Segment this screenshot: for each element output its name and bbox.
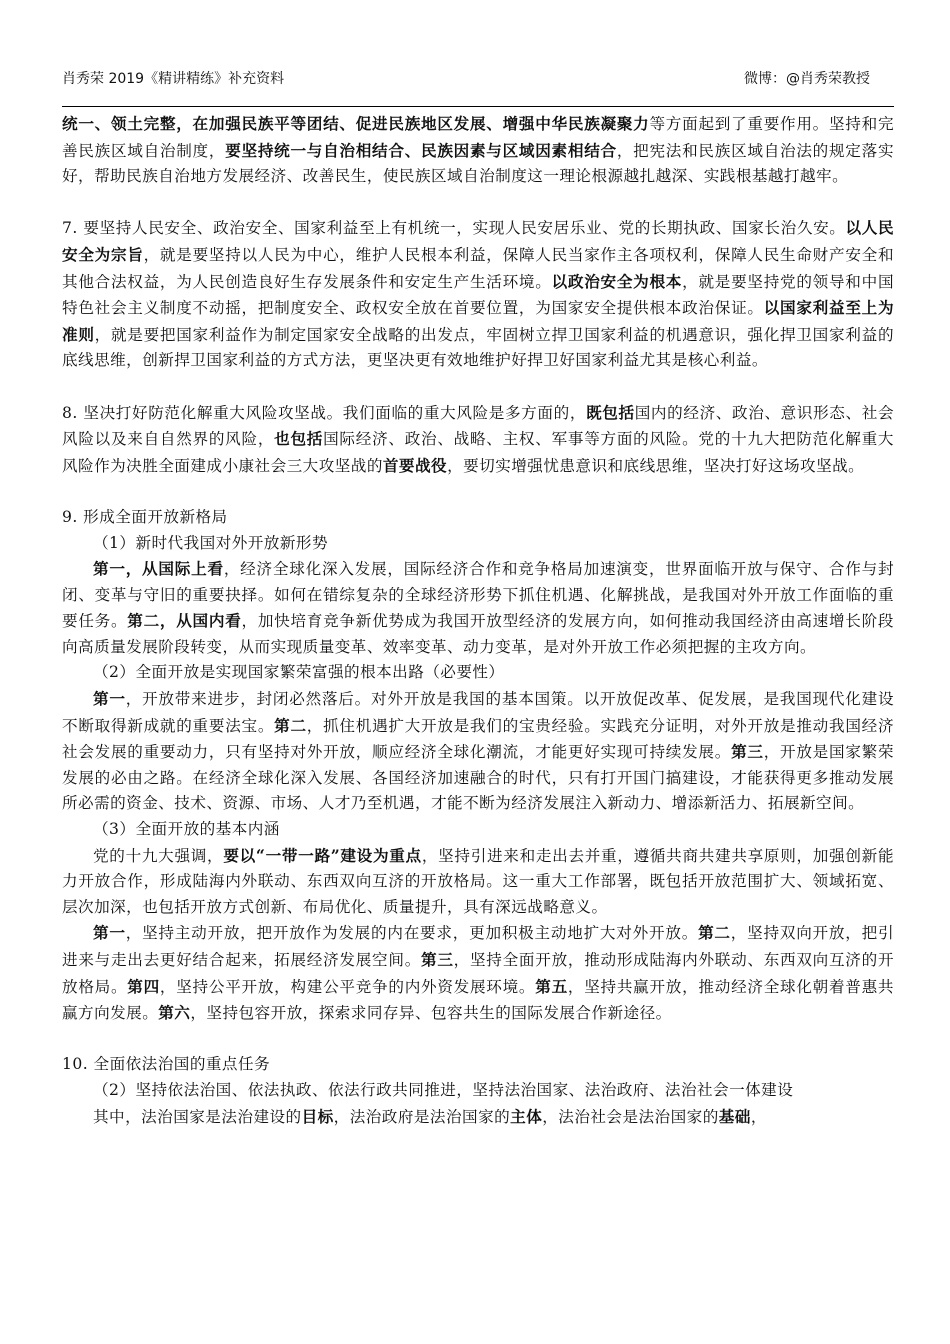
- text: ，就是要坚持以人民为中心，维护人民根本利益，保障人民当家作主各项权利，保障人民生命财产安全和其他合法权益，为人民创造良好生存发展条件和安定生产生活环境。: [62, 245, 894, 291]
- text: ，坚持全面开放，推动形成陆海内外联动、东西双向互济的开放格局。: [62, 951, 894, 996]
- bold-text: 要以“一带一路”建设为重点: [223, 845, 422, 865]
- text: 国际经济、政治、战略、主权、军事等方面的风险。党的十九大把防范化解重大风险作为决胜全面建成小康社会三大攻坚战的: [62, 430, 894, 475]
- subsection-9-2-body: [62, 686, 894, 817]
- bold-text: 第二: [274, 715, 307, 735]
- text: ，开放是国家繁荣发展的必由之路。在经济全球化深入发展、各国经济加速融合的时代，只有打开国门搞建设，才能获得更多推动发展所必需的资金、技术、资源、市场、人才乃至机遇，才能不断为经济发展注入新动力、增添新活力、拓展新空间。: [62, 743, 894, 813]
- header-divider: [62, 106, 894, 107]
- bold-text: 第五: [535, 976, 568, 996]
- bold-text: 以人民安全为宗旨: [62, 218, 894, 264]
- text: ，加快培育竞争新优势成为我国开放型经济的发展方向，如何推动我国经济由高速增长阶段向高质量发展阶段转变，从而实现质量变革、效率变革、动力变革，是对外开放工作必须把握的主攻方向。: [62, 612, 894, 656]
- text: 国内的经济、政治、意识形态、社会风险以及来自自然界的风险，: [62, 403, 895, 449]
- text: ，坚持双向开放，把引进来与走出去更好结合起来，拓展经济发展空间。: [62, 924, 894, 969]
- text: 7. 要坚持人民安全、政治安全、国家利益至上有机统一，实现人民安居乐业、党的长期执政、国家长治久安。: [62, 219, 846, 238]
- subsection-10-2-title: （2）坚持依法治国、依法执政、依法行政共同推进，坚持法治国家、法治政府、法治社会一体建设: [93, 1080, 794, 1099]
- subsection-9-3-list: [62, 920, 894, 1026]
- bold-text: 以政治安全为根本: [551, 271, 683, 291]
- header-right-weibo: 微博：@肖秀荣教授: [744, 71, 870, 87]
- document-body: [62, 111, 894, 1130]
- bold-text: 第一: [93, 689, 126, 709]
- text: ，要切实增强忧患意识和底线思维，坚决打好这场攻坚战。: [447, 456, 865, 475]
- section-10-title: 10. 全面依法治国的重点任务: [62, 1055, 271, 1074]
- header-left-title: 肖秀荣 2019《精讲精练》补充资料: [62, 71, 285, 87]
- subsection-9-3-body: [62, 843, 894, 921]
- text: ，坚持包容开放，探索求同存异、包容共生的国际发展合作新途径。: [190, 1004, 672, 1023]
- bold-text: 基础: [718, 1106, 751, 1126]
- subsection-9-1-title: （1）新时代我国对外开放新形势: [93, 533, 328, 552]
- bold-text: 首要战役: [382, 455, 448, 475]
- text: ，就是要坚持党的领导和中国特色社会主义制度不动摇，把制度安全、政权安全放在首要位置，为国家安全提供根本政治保证。: [62, 272, 894, 318]
- bold-text: 目标: [301, 1106, 334, 1126]
- bold-text: 以国家利益至上为准则: [62, 298, 894, 344]
- subsection-9-1-body: [62, 556, 894, 660]
- bold-text: 第三: [421, 950, 454, 969]
- paragraph-8: [62, 400, 894, 480]
- page-header: [62, 68, 892, 94]
- text: ，经济全球化深入发展，国际经济合作和竞争格局加速演变，世界面临开放与保守、合作与封闭、变革与守旧的重要抉择。如何在错综复杂的全球经济形势下抓住机遇、化解挑战，是我国对外开放工作面临的重要任务。: [62, 560, 894, 631]
- bold-text: 主体: [510, 1106, 543, 1126]
- text: ，坚持主动开放，把开放作为发展的内在要求，更加积极主动地扩大对外开放。: [125, 924, 699, 943]
- text: ，坚持共赢开放，推动经济全球化朝着普惠共赢方向发展。: [62, 977, 894, 1023]
- subsection-9-2-title: （2）全面开放是实现国家繁荣富强的根本出路（必要性）: [93, 663, 505, 682]
- bold-text: 第六: [158, 1003, 191, 1023]
- text: ，就是要把国家利益作为制定国家安全战略的出发点，牢固树立捍卫国家利益的机遇意识，强化捍卫国家利益的底线思维，创新捍卫国家利益的方式方法，更坚决更有效地维护好捍卫好国家利益尤其是核心利益。: [62, 325, 894, 370]
- text: ，坚持公平开放，构建公平竞争的内外资发展环境。: [159, 977, 536, 996]
- text: ，法治社会是法治国家的: [542, 1107, 719, 1126]
- text: 8. 坚决打好防范化解重大风险攻坚战。我们面临的重大风险是多方面的，: [62, 403, 587, 422]
- subsection-10-2-body: [62, 1104, 894, 1131]
- text: 等方面起到了重要作用。坚持和完善民族区域自治制度，: [62, 115, 894, 160]
- subsection-9-3-title: （3）全面开放的基本内涵: [93, 820, 280, 839]
- bold-text: 第一，从国际上看: [93, 559, 224, 579]
- text: ，抓住机遇扩大开放是我们的宝贵经验。实践充分证明，对外开放是推动我国经济社会发展的重要动力，只有坚持对外开放，顺应经济全球化潮流，才能更好实现可持续发展。: [62, 716, 894, 762]
- text: ，把宪法和民族区域自治法的规定落实好，帮助民族自治地方发展经济、改善民生，使民族区域自治制度这一理论根源越扎越深、实践根基越打越牢。: [62, 141, 894, 186]
- text: 其中，法治国家是法治建设的: [93, 1107, 302, 1126]
- paragraph-6-continuation: [62, 111, 894, 190]
- bold-text: 第四: [127, 976, 160, 996]
- paragraph-7: [62, 215, 894, 374]
- bold-text: 统一、领土完整，在加强民族平等团结、促进民族地区发展、增强中华民族凝聚力: [62, 114, 650, 133]
- text: ，坚持引进来和走出去并重，遵循共商共建共享原则，加强创新能力开放合作，形成陆海内外联动、东西双向互济的开放格局。这一重大工作部署，既包括开放范围扩大、领域拓宽、层次加深，也包括开放方式创新、布局优化、质量提升，具有深远战略意义。: [62, 846, 894, 916]
- bold-text: 第二，从国内看: [127, 611, 242, 631]
- bold-text: 第二: [698, 923, 731, 943]
- text: ，: [750, 1107, 767, 1126]
- bold-text: 也包括: [274, 429, 324, 449]
- bold-text: 要坚持统一与自治相结合、民族因素与区域因素相结合: [225, 140, 617, 160]
- bold-text: 第三: [731, 742, 764, 762]
- bold-text: 第一: [93, 923, 126, 943]
- section-9-title: 9. 形成全面开放新格局: [62, 507, 228, 526]
- text: ，法治政府是法治国家的: [333, 1107, 511, 1126]
- text: 党的十九大强调，: [93, 846, 224, 865]
- bold-text: 既包括: [586, 402, 635, 422]
- text: ，开放带来进步，封闭必然落后。对外开放是我国的基本国策。以开放促改革、促发展，是我国现代化建设不断取得新成就的重要法宝。: [62, 690, 895, 735]
